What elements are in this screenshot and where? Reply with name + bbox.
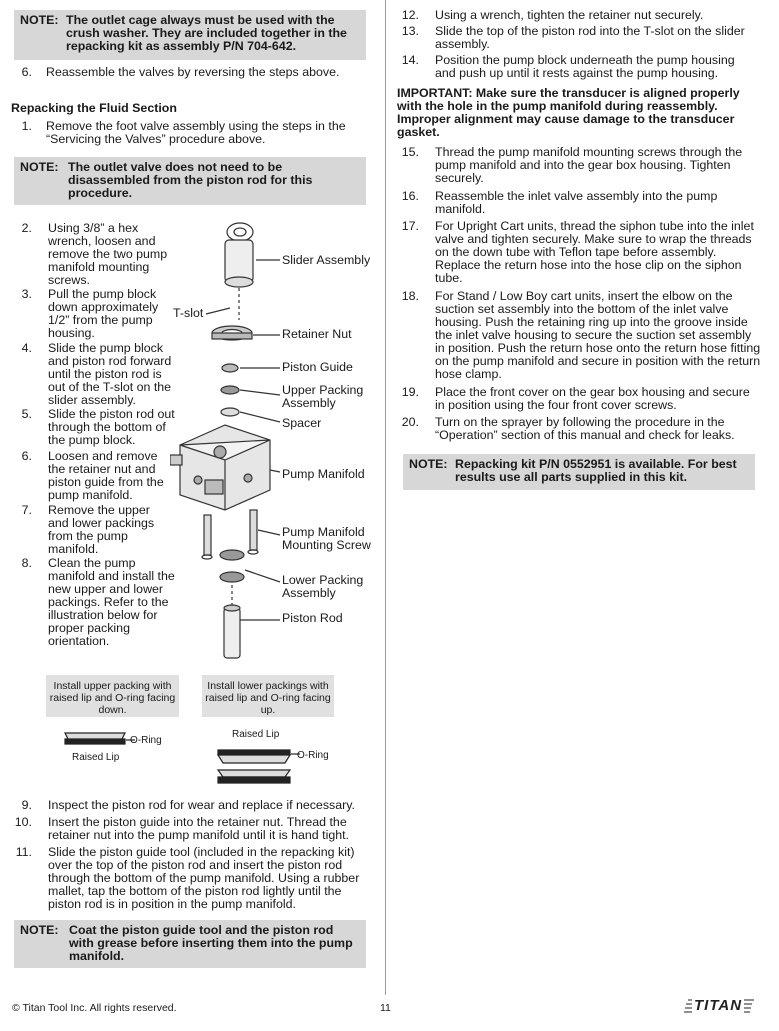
label-oring-upper: O-Ring: [130, 735, 162, 746]
caption-upper-packing: Install upper packing with raised lip and O-ring facing down.: [46, 675, 179, 717]
important-notice: IMPORTANT: Make sure the transducer is aligned properly with the hole in the pump manifold during reassembly. Improper alignment may cause damage to the transducer gasket.: [397, 86, 740, 139]
note-text: Coat the piston guide tool and the piston rod with grease before inserting them into the pump manifold.: [69, 923, 353, 963]
label-retainer-nut: Retainer Nut: [282, 327, 352, 341]
label-piston-guide: Piston Guide: [282, 360, 353, 374]
label-piston-rod: Piston Rod: [282, 611, 343, 625]
pump-exploded-diagram: [170, 210, 290, 660]
note-text: Repacking kit P/N 0552951 is available. For best results use all parts supplied in this kit.: [455, 457, 737, 484]
label-mounting-screw: Pump Manifold Mounting Screw: [282, 525, 371, 552]
section-heading: Repacking the Fluid Section: [11, 101, 177, 115]
note-text: The outlet cage always must be used with the crush washer. They are included together in the repacking kit as assembly P/N 704-642.: [66, 13, 347, 53]
note-label: NOTE:: [409, 457, 448, 471]
note-outlet-cage: [14, 10, 366, 60]
titan-logo: [684, 996, 756, 1016]
logo-text: TITAN: [694, 997, 743, 1014]
label-raised-lip-lower: Raised Lip: [232, 729, 280, 740]
column-divider: [385, 0, 386, 995]
page-number: 11: [380, 1002, 391, 1014]
label-t-slot: T-slot: [173, 306, 204, 320]
label-slider-assembly: Slider Assembly: [282, 253, 371, 267]
note-outlet-valve: [14, 157, 366, 205]
caption-lower-packing: Install lower packings with raised lip and O-ring facing up.: [202, 675, 334, 717]
note-grease: [14, 920, 366, 968]
note-repacking-kit: [403, 454, 755, 490]
note-text: The outlet valve does not need to be disassembled from the piston rod for this procedure.: [68, 160, 313, 200]
label-upper-packing: Upper Packing Assembly: [282, 383, 364, 410]
note-label: NOTE:: [20, 160, 59, 174]
label-pump-manifold: Pump Manifold: [282, 467, 365, 481]
label-raised-lip-upper: Raised Lip: [72, 752, 120, 763]
copyright: © Titan Tool Inc. All rights reserved.: [12, 1002, 177, 1014]
note-label: NOTE:: [20, 13, 59, 27]
label-lower-packing: Lower Packing Assembly: [282, 573, 364, 600]
note-label: NOTE:: [20, 923, 59, 937]
label-spacer: Spacer: [282, 416, 322, 430]
label-oring-lower: O-Ring: [297, 750, 329, 761]
